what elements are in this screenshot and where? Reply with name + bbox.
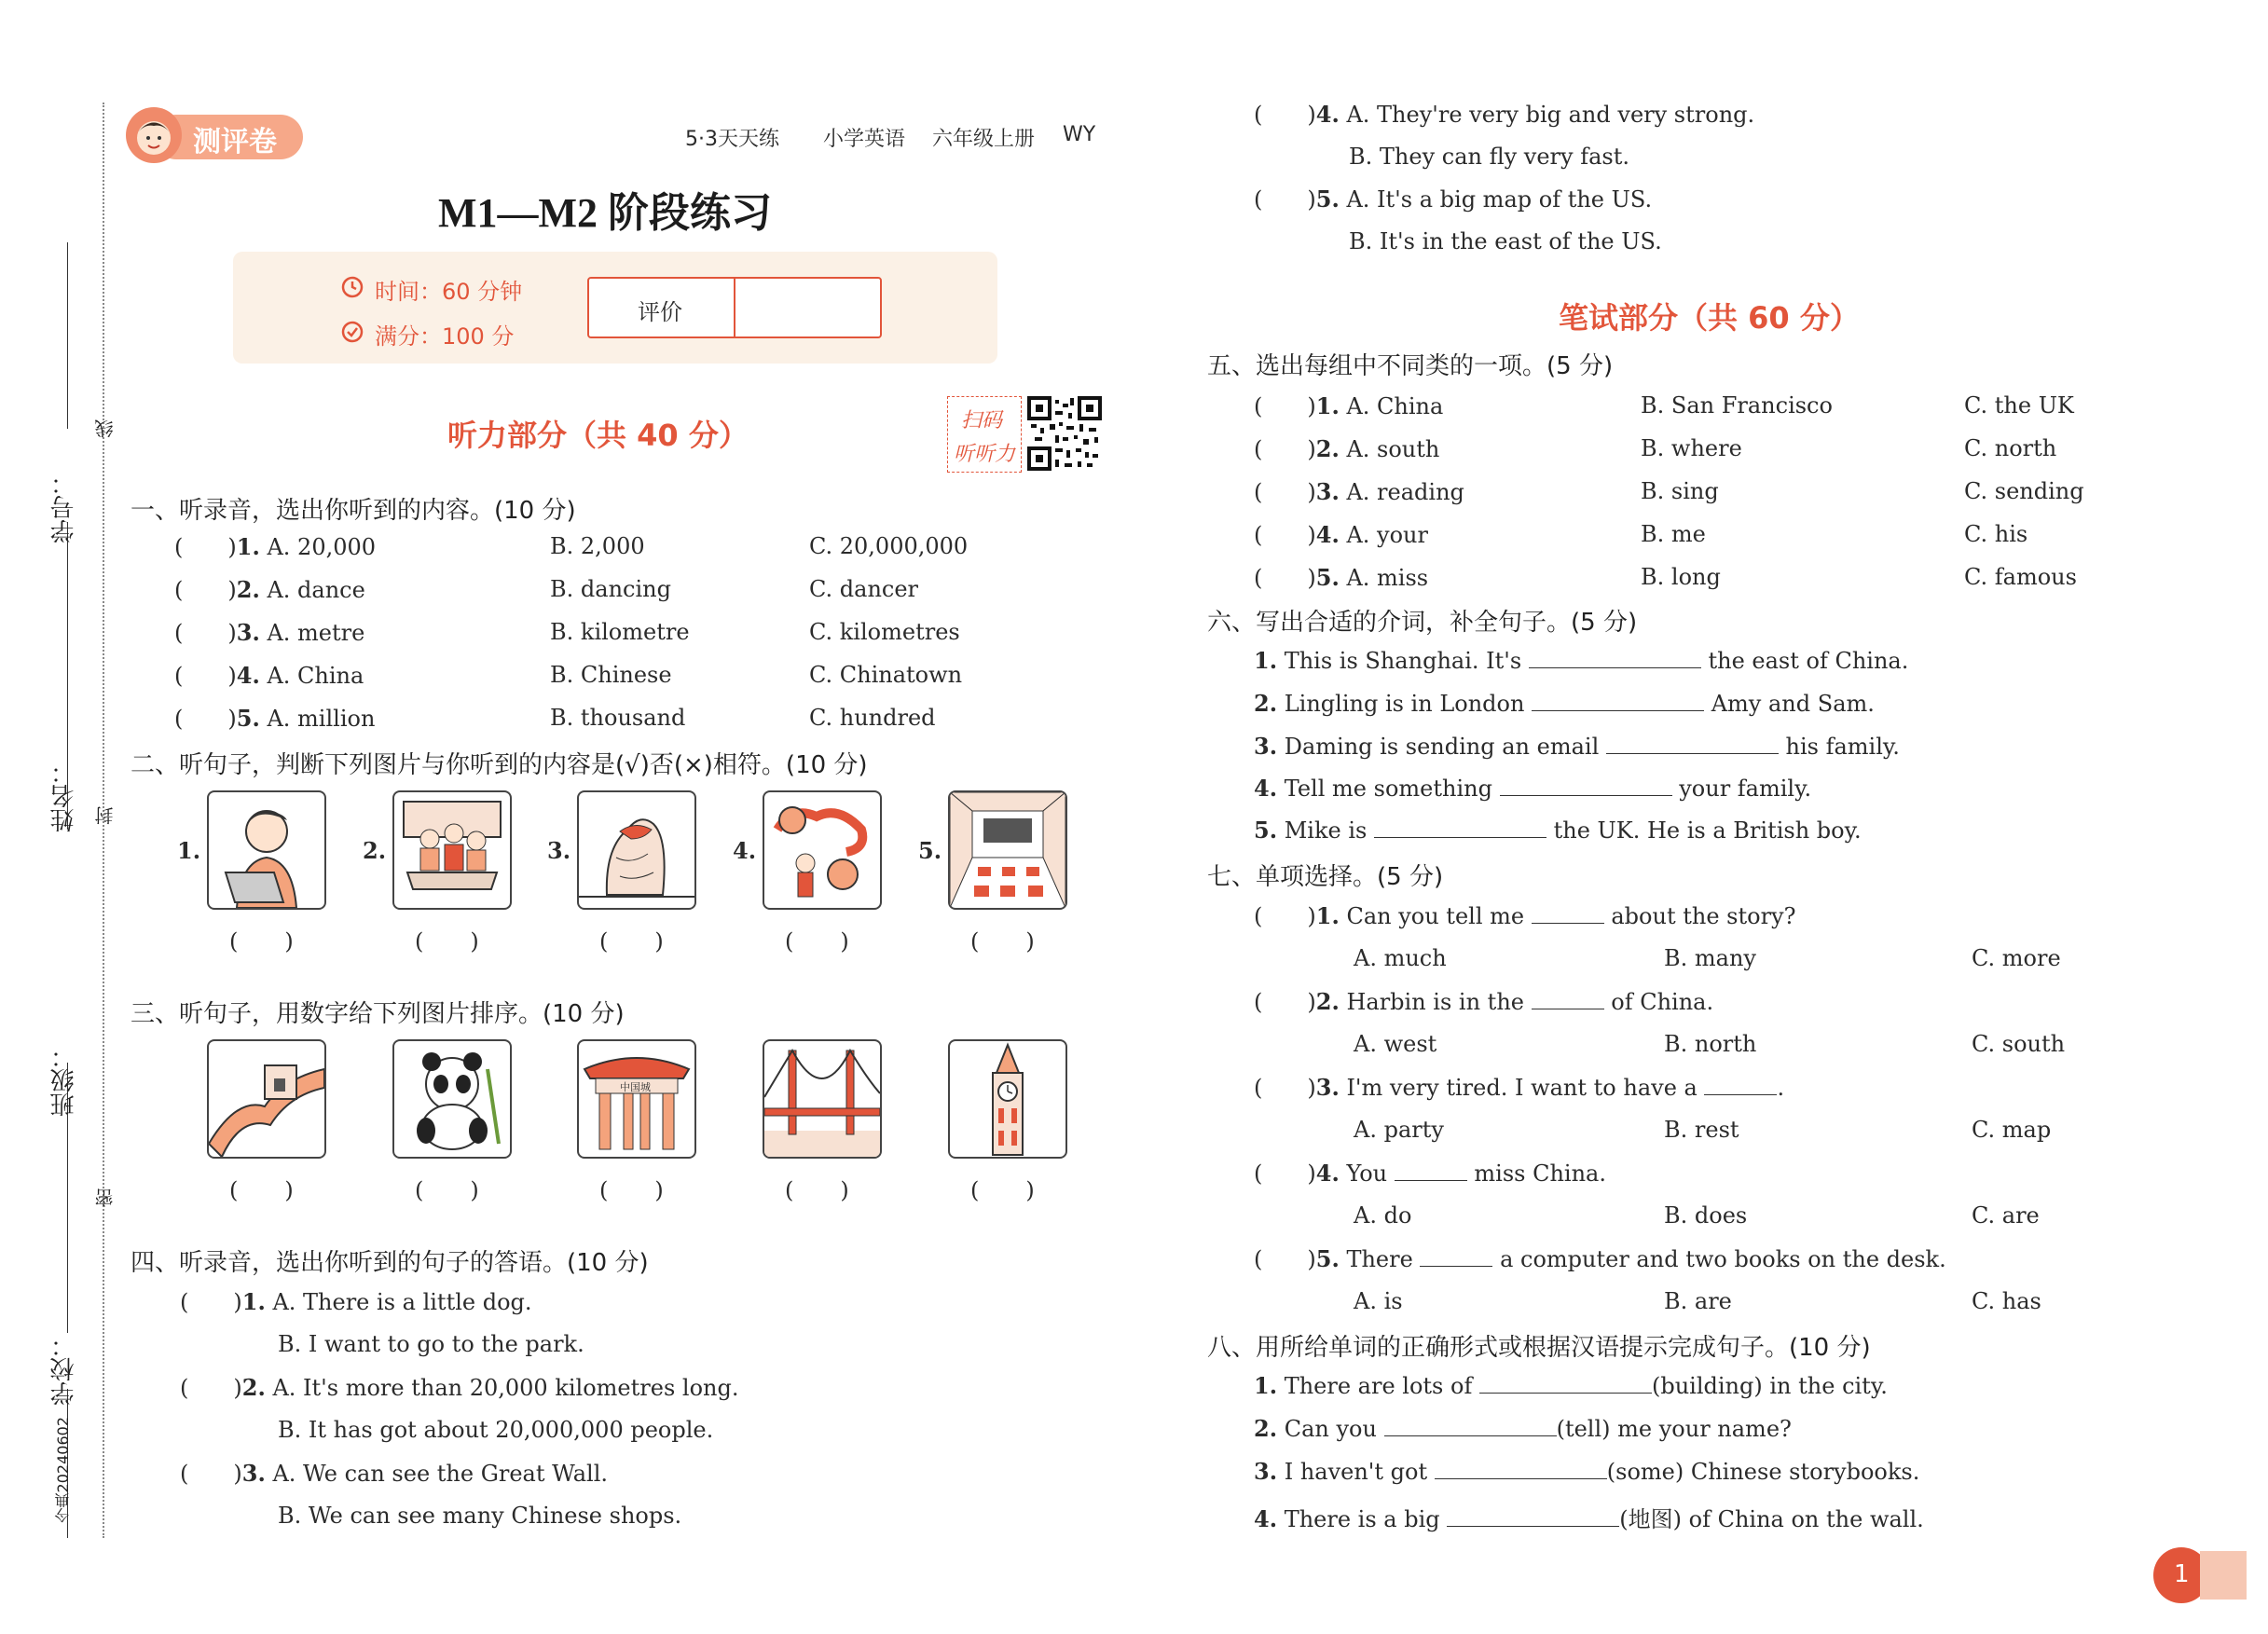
picture-number: 3. bbox=[547, 837, 571, 864]
qr-code[interactable] bbox=[1027, 396, 1102, 471]
list-item: ( )1. A. 20,000 bbox=[174, 533, 377, 560]
seal-mark: 封 bbox=[94, 806, 117, 825]
choice-question: ( )2. Harbin is in the of China. bbox=[1254, 988, 1714, 1015]
choice-question: ( )3. I'm very tired. I want to have a . bbox=[1254, 1074, 1785, 1101]
option-b: B. Chinese bbox=[550, 662, 672, 688]
list-item: ( )4. A. They're very big and very strong. bbox=[1254, 101, 1755, 128]
print-code: 今典20240602 bbox=[54, 1417, 72, 1523]
option-c: C. the UK bbox=[1964, 392, 2074, 419]
answer-bracket[interactable]: ( ) bbox=[785, 1177, 849, 1203]
option-c: C. dancer bbox=[809, 576, 919, 602]
grade-name: 六年级上册 bbox=[932, 128, 1036, 151]
option-b: B. kilometre bbox=[550, 619, 690, 645]
option-c: C. his bbox=[1964, 521, 2028, 547]
fill-sentence: 2. Lingling is in London Amy and Sam. bbox=[1254, 690, 1875, 717]
page-number: 1 bbox=[2174, 1560, 2190, 1588]
option-b: B. 2,000 bbox=[550, 533, 645, 559]
fill-sentence: 3. I haven't got (some) Chinese storybooks. bbox=[1254, 1458, 1920, 1485]
answer-bracket[interactable]: ( ) bbox=[970, 928, 1035, 954]
evaluation-label: 评价 bbox=[638, 299, 682, 325]
fill-sentence: 5. Mike is the UK. He is a British boy. bbox=[1254, 817, 1862, 844]
list-item: ( )1. A. China bbox=[1254, 392, 1444, 419]
option-b: B. long bbox=[1641, 564, 1721, 590]
blank-field[interactable] bbox=[1532, 709, 1704, 711]
picture-panda bbox=[392, 1039, 512, 1159]
section-5-title: 五、选出每组中不同类的一项。(5 分) bbox=[1207, 352, 1614, 380]
seal-mark-2: 密 bbox=[94, 1188, 117, 1207]
section-6-title: 六、写出合适的介词，补全句子。(5 分) bbox=[1207, 609, 1638, 637]
fill-sentence: 4. Tell me something your family. bbox=[1254, 775, 1812, 802]
list-item: ( )4. A. your bbox=[1254, 521, 1428, 548]
list-item: ( )2. A. dance bbox=[174, 576, 365, 603]
option-c: C. Chinatown bbox=[809, 662, 963, 688]
picture-golden-gate-bridge bbox=[763, 1039, 882, 1159]
answer-bracket[interactable]: ( ) bbox=[415, 1177, 479, 1203]
answer-bracket[interactable]: ( ) bbox=[599, 1177, 664, 1203]
section-1-title: 一、听录音，选出你听到的内容。(10 分) bbox=[131, 497, 576, 525]
option-c: C. sending bbox=[1964, 478, 2084, 504]
list-item: ( )2. A. It's more than 20,000 kilometres long. bbox=[180, 1374, 739, 1401]
edition-name: WY bbox=[1063, 123, 1096, 146]
picture-number: 2. bbox=[363, 837, 387, 864]
option-b: B. thousand bbox=[550, 705, 686, 731]
writing-title: 笔试部分（共 60 分） bbox=[1559, 300, 1860, 336]
blank-field[interactable] bbox=[1435, 1477, 1607, 1479]
list-item: ( )5. A. It's a big map of the US. bbox=[1254, 185, 1653, 213]
option-c: C. famous bbox=[1964, 564, 2077, 590]
list-item: ( )1. A. There is a little dog. bbox=[180, 1288, 532, 1315]
answer-bracket[interactable]: ( ) bbox=[970, 1177, 1035, 1203]
gate-sign: 中国城 bbox=[620, 1081, 651, 1093]
badge bbox=[126, 107, 303, 163]
answer-bracket[interactable]: ( ) bbox=[599, 928, 664, 954]
option-c: C. south bbox=[1972, 1031, 2066, 1057]
name-label: 姓名： bbox=[50, 760, 78, 832]
option-b: B. north bbox=[1664, 1031, 1757, 1057]
picture-boy-laptop bbox=[207, 790, 326, 910]
mascot-icon bbox=[126, 107, 182, 163]
option-b: B. does bbox=[1664, 1202, 1748, 1229]
student-number-label: 学号： bbox=[50, 471, 78, 543]
option-b: B. It has got about 20,000,000 people. bbox=[278, 1417, 714, 1443]
answer-bracket[interactable]: ( ) bbox=[229, 1177, 294, 1203]
fill-sentence: 4. There is a big (地图) of China on the wall. bbox=[1254, 1505, 1924, 1532]
picture-classroom bbox=[948, 790, 1067, 910]
blank-field[interactable] bbox=[1395, 1179, 1467, 1181]
subject-name: 小学英语 bbox=[823, 128, 906, 151]
blank-field[interactable] bbox=[1447, 1525, 1619, 1527]
binding-margin bbox=[0, 0, 117, 1634]
picture-great-wall bbox=[207, 1039, 326, 1159]
answer-bracket[interactable]: ( ) bbox=[229, 928, 294, 954]
picture-dragon-dance bbox=[763, 790, 882, 910]
option-a: A. is bbox=[1354, 1288, 1403, 1314]
list-item: ( )5. A. million bbox=[174, 705, 376, 732]
scan-stamp bbox=[947, 396, 1022, 473]
blank-field[interactable] bbox=[1606, 752, 1779, 754]
evaluation-box[interactable] bbox=[587, 277, 882, 338]
option-c: C. has bbox=[1972, 1288, 2041, 1314]
blank-field[interactable] bbox=[1374, 836, 1546, 838]
scan-text-2: 听听力 bbox=[954, 442, 1016, 465]
section-2-title: 二、听句子，判断下列图片与你听到的内容是(√)否(×)相符。(10 分) bbox=[131, 751, 868, 779]
option-a: A. party bbox=[1354, 1117, 1444, 1143]
option-b: B. dancing bbox=[550, 576, 671, 602]
option-b: B. sing bbox=[1641, 478, 1719, 504]
option-b: B. San Francisco bbox=[1641, 392, 1833, 419]
section-3-title: 三、听句子，用数字给下列图片排序。(10 分) bbox=[131, 1000, 625, 1028]
blank-field[interactable] bbox=[1704, 1093, 1777, 1095]
option-b: B. where bbox=[1641, 435, 1742, 461]
list-item: ( )4. A. China bbox=[174, 662, 364, 689]
picture-number: 1. bbox=[177, 837, 201, 864]
option-c: C. hundred bbox=[809, 705, 936, 731]
blank-field[interactable] bbox=[1384, 1435, 1557, 1436]
option-b: B. It's in the east of the US. bbox=[1349, 228, 1662, 254]
page-title: M1—M2 阶段练习 bbox=[438, 190, 773, 236]
check-icon bbox=[341, 321, 364, 347]
option-b: B. I want to go to the park. bbox=[278, 1331, 584, 1357]
fill-sentence: 1. This is Shanghai. It's the east of China. bbox=[1254, 647, 1909, 674]
clock-icon bbox=[341, 276, 364, 302]
list-item: ( )3. A. We can see the Great Wall. bbox=[180, 1460, 609, 1487]
blank-field[interactable] bbox=[1532, 922, 1604, 924]
option-a: A. do bbox=[1354, 1202, 1412, 1229]
list-item: ( )2. A. south bbox=[1254, 435, 1440, 462]
time-limit: 时间：60 分钟 bbox=[375, 279, 523, 305]
option-a: A. west bbox=[1354, 1031, 1437, 1057]
option-b: B. We can see many Chinese shops. bbox=[278, 1503, 682, 1529]
blank-field[interactable] bbox=[1529, 666, 1701, 668]
blank-field[interactable] bbox=[1500, 794, 1672, 796]
option-c: C. more bbox=[1972, 945, 2061, 971]
picture-big-ben bbox=[948, 1039, 1067, 1159]
full-score: 满分：100 分 bbox=[375, 323, 515, 350]
margin-rule-1 bbox=[67, 242, 68, 429]
option-b: B. many bbox=[1664, 945, 1756, 971]
fill-sentence: 3. Daming is sending an email his family. bbox=[1254, 733, 1900, 760]
option-c: C. 20,000,000 bbox=[809, 533, 969, 559]
option-b: B. me bbox=[1641, 521, 1706, 547]
option-c: C. are bbox=[1972, 1202, 2040, 1229]
scan-text-1: 扫码 bbox=[961, 408, 1003, 432]
blank-field[interactable] bbox=[1479, 1392, 1652, 1394]
list-item: ( )5. A. miss bbox=[1254, 564, 1429, 591]
answer-bracket[interactable]: ( ) bbox=[415, 928, 479, 954]
option-c: C. kilometres bbox=[809, 619, 960, 645]
picture-mountain bbox=[577, 790, 696, 910]
fill-sentence: 2. Can you (tell) me your name? bbox=[1254, 1415, 1792, 1442]
line-mark: 线 bbox=[94, 419, 117, 438]
listening-title: 听力部分（共 40 分） bbox=[447, 418, 749, 453]
answer-bracket[interactable]: ( ) bbox=[785, 928, 849, 954]
fill-sentence: 1. There are lots of (building) in the city. bbox=[1254, 1372, 1888, 1399]
list-item: ( )3. A. metre bbox=[174, 619, 365, 646]
list-item: ( )3. A. reading bbox=[1254, 478, 1464, 505]
option-b: B. rest bbox=[1664, 1117, 1739, 1143]
section-4-title: 四、听录音，选出你听到的句子的答语。(10 分) bbox=[131, 1249, 649, 1277]
picture-number: 4. bbox=[733, 837, 757, 864]
blank-field[interactable] bbox=[1532, 1008, 1604, 1009]
picture-number: 5. bbox=[918, 837, 942, 864]
option-c: C. north bbox=[1964, 435, 2057, 461]
option-c: C. map bbox=[1972, 1117, 2052, 1143]
series-name: 5·3天天练 bbox=[685, 128, 779, 151]
class-label: 班级： bbox=[50, 1044, 78, 1117]
evaluation-divider bbox=[734, 279, 735, 336]
choice-question: ( )4. You miss China. bbox=[1254, 1160, 1606, 1187]
picture-family-table bbox=[392, 790, 512, 910]
blank-field[interactable] bbox=[1420, 1265, 1492, 1267]
section-8-title: 八、用所给单词的正确形式或根据汉语提示完成句子。(10 分) bbox=[1207, 1334, 1871, 1362]
page-corner-tab bbox=[2200, 1551, 2247, 1600]
option-b: B. are bbox=[1664, 1288, 1732, 1314]
option-a: A. much bbox=[1354, 945, 1447, 971]
option-b: B. They can fly very fast. bbox=[1349, 144, 1629, 170]
picture-chinatown-gate bbox=[577, 1039, 696, 1159]
choice-question: ( )5. There a computer and two books on the desk. bbox=[1254, 1245, 1946, 1272]
choice-question: ( )1. Can you tell me about the story? bbox=[1254, 902, 1796, 929]
section-7-title: 七、单项选择。(5 分) bbox=[1207, 863, 1444, 891]
badge-label: 测评卷 bbox=[193, 126, 277, 158]
school-label: 学校： bbox=[50, 1333, 78, 1406]
